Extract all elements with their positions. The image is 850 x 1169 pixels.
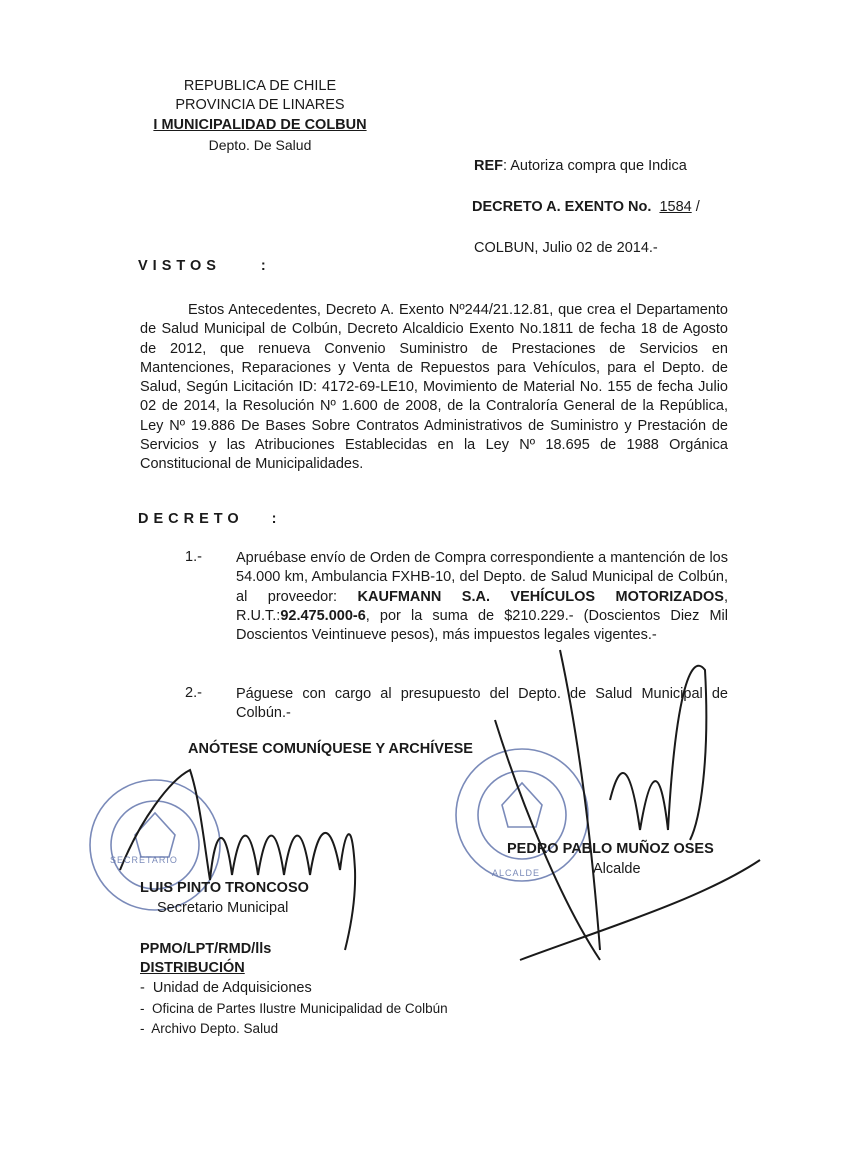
ref-text: : Autoriza compra que Indica [503,158,687,174]
list-item: - Unidad de Adquisiciones [140,978,448,999]
item1-text [236,549,728,645]
list-item: - Archivo Depto. Salud [140,1019,448,1040]
item1-number: 1.- [185,549,202,565]
header-department: Depto. De Salud [208,137,312,153]
item1-provider: KAUFMANN S.A. VEHÍCULOS MOTORIZADOS [357,588,724,605]
decree-number: 1584 [659,199,692,215]
closing-line: ANÓTESE COMUNÍQUESE Y ARCHÍVESE [188,741,473,757]
vistos-label: VISTOS [138,258,221,274]
decreto-heading [138,511,281,527]
vistos-colon: : [260,258,271,274]
item1-rut: 92.475.000-6 [280,607,366,624]
vistos-text: Estos Antecedentes, Decreto A. Exento Nº244/21.12.81, que crea el Departamento de Salud Municipal de Colbún, Decreto Alcaldicio Exento No.1811 de fecha 18 de Agosto de 2012, que renueva Convenio Suministro de Prestaciones de Servicios en Mantenciones, Reparaciones y Venta de Repuestos para Vehículos, para el Depto. de Salud, Según Licitación ID: 4172-69-LE10, Movimiento de Material No. 155 de fecha Julio 02 de 2014, la Resolución Nº 1.600 de 2008, de la Contraloría General de la República, Ley Nº 19.886 De Bases Sobre Contratos Administrativos de Suministro y Prestación de Servicios y las Atribuciones Establecidas en la Ley Nº 18.695 de 1988 Orgánica Constitucional de Municipalidades. [140,302,728,473]
signatory-left-title: Secretario Municipal [157,900,289,916]
distribution-list [140,978,448,1040]
decree-slash: / [695,199,700,215]
vistos-heading [138,258,271,274]
list-item: - Oficina de Partes Ilustre Municipalidad de Colbún [140,999,448,1020]
left-stamp-label: SECRETARIO [110,855,178,865]
decree-label: DECRETO A. EXENTO No. [472,199,652,215]
initials: PPMO/LPT/RMD/lls [140,941,272,957]
signatory-left-name: LUIS PINTO TRONCOSO [140,880,309,896]
ref-line [474,158,687,174]
right-stamp [456,749,588,881]
decreto-colon: : [271,511,282,527]
signatory-right-name: PEDRO PABLO MUÑOZ OSES [507,841,714,857]
place-date: COLBUN, Julio 02 de 2014.- [474,240,658,256]
decreto-label: DECRETO [138,511,244,527]
header-province: PROVINCIA DE LINARES [175,97,345,113]
item2-number: 2.- [185,685,202,701]
distribution-heading: DISTRIBUCIÓN [140,960,245,976]
item1-text-c: , por la suma de $210.229.- (Doscientos Diez Mil Doscientos Veintinueve pesos), más impuestos legales vigentes.- [236,607,728,644]
ref-label: REF [474,158,503,174]
item1-text-a: Apruébase envío de Orden de Compra correspondiente a mantención de los 54.000 km, Ambulancia FXHB-10, del Depto. de Salud Municipal de Colbún, al proveedor: [236,550,728,605]
item1-text-b: , R.U.T.: [236,588,729,624]
decree-line [472,199,700,215]
header-municipality: I MUNICIPALIDAD DE COLBUN [153,117,367,133]
header-country: REPUBLICA DE CHILE [183,78,337,94]
item2-text: Páguese con cargo al presupuesto del Depto. de Salud Municipal de Colbún.- [236,686,728,722]
vistos-paragraph [140,301,728,475]
signatory-right-title: Alcalde [593,861,641,877]
right-stamp-label: ALCALDE [492,868,541,878]
